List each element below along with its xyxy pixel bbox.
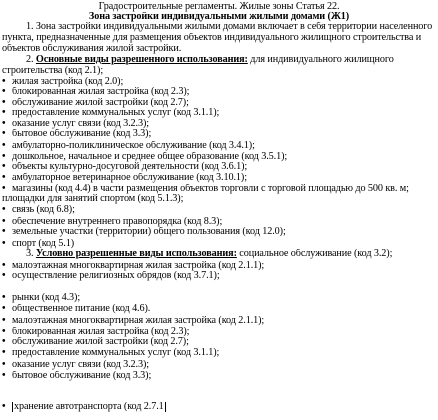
bullet-icon: •: [2, 108, 6, 118]
list-item-text: хранение автотранспорта (код 2.7.1: [14, 402, 164, 412]
list-item-text: осуществление религиозных обрядов (код 3.7.1);: [12, 271, 220, 281]
intro-line-3: объектов обслуживания жилой застройки.: [2, 44, 182, 54]
list-item: [2, 119, 436, 129]
bullet-icon: •: [2, 293, 6, 303]
bullet-icon: •: [2, 162, 6, 172]
list-item-text: объекты культурно-досуговой деятельности (код 3.6.1);: [12, 162, 248, 172]
list-item-text: обслуживание жилой застройки (код 2.7);: [12, 337, 189, 347]
bullet-icon: •: [2, 304, 6, 314]
bullet-icon: •: [2, 239, 6, 249]
list-item-text: земельные участки (территории) общего пользования (код 12.0);: [12, 227, 286, 237]
section3-number: 3.: [26, 249, 34, 259]
list-item: [2, 371, 436, 381]
bullet-icon: •: [2, 205, 6, 215]
list-item: [2, 360, 436, 370]
list-item-text: оказание услуг связи (код 3.2.3);: [12, 119, 150, 129]
section2-text: для индивидуального жилищного: [247, 55, 394, 65]
bullet-icon: •: [2, 129, 6, 139]
list-item-text: малоэтажная многоквартирная жилая застройка (код 2.1.1);: [12, 261, 265, 271]
bullet-icon: •: [2, 360, 6, 370]
bullet-icon: •: [2, 402, 6, 412]
bullet-icon: •: [2, 337, 6, 347]
list-item-text: блокированная жилая застройка (код 2.3);: [12, 327, 190, 337]
section2-cont: строительства (код 2.1);: [2, 66, 104, 76]
list-item-text: спорт (код 5.1): [12, 239, 75, 249]
list-item-text: магазины (код 4.4) в части размещения объектов торговли с торговой площадью до 500 кв. м;: [12, 184, 409, 194]
list-item-text: связь (код 6.8);: [12, 205, 75, 215]
list-item: [2, 87, 436, 97]
bullet-icon: •: [2, 141, 6, 151]
bullet-icon: •: [2, 87, 6, 97]
bullet-icon: •: [2, 119, 6, 129]
section2-heading: [2, 55, 436, 65]
list-item-text: обеспечение внутреннего правопорядка (код 8.3);: [12, 217, 223, 227]
list-item: [2, 402, 436, 412]
list-item: [2, 239, 436, 249]
list-item: [2, 108, 436, 118]
bullet-icon: •: [2, 184, 6, 194]
list-item-text: малоэтажная многоквартирная жилая застройка (код 2.1.1);: [12, 316, 265, 326]
bullet-icon: •: [2, 271, 6, 281]
zone-heading: Зона застройки индивидуальными жилыми домами (Ж1): [88, 12, 350, 22]
list-item: [2, 129, 436, 139]
bullet-icon: •: [2, 371, 6, 381]
list-item: [2, 77, 436, 87]
bullet-icon: •: [2, 173, 6, 183]
section3-title: Условно разрешенные виды использования:: [35, 249, 237, 259]
list-item: [2, 227, 436, 237]
bullet-icon: •: [2, 98, 6, 108]
list-item-text: блокированная жилая застройка (код 2.3);: [12, 87, 190, 97]
list-item: [2, 293, 436, 303]
bullet-icon: •: [2, 327, 6, 337]
list-item: [2, 184, 436, 194]
list-item: [2, 261, 436, 271]
list-item-text: предоставление коммунальных услуг (код 3.1.1);: [12, 108, 220, 118]
list-item: [2, 348, 436, 358]
list-item: [2, 316, 436, 326]
list-item-text: рынки (код 4.3);: [12, 293, 81, 303]
list-item: [2, 173, 436, 183]
list-item: [2, 337, 436, 347]
list-item: [2, 327, 436, 337]
bullet-icon: •: [2, 227, 6, 237]
list-item-text: амбулаторно-поликлиническое обслуживание (код 3.4.1);: [12, 141, 255, 151]
bullet-icon: •: [2, 217, 6, 227]
intro-line-1: 1. Зона застройки индивидуальными жилыми домами включает в себя территории населенного: [26, 22, 433, 32]
list-item-text: предоставление коммунальных услуг (код 3.1.1);: [12, 348, 220, 358]
bullet-icon: •: [2, 152, 6, 162]
section3-text: социальное обслуживание (код 3.2);: [236, 249, 393, 259]
document-title: Градостроительные регламенты. Жилые зоны Статья 22.: [98, 2, 340, 12]
list-item-text: бытовое обслуживание (код 3.3);: [12, 129, 152, 139]
list-item-text: обслуживание жилой застройки (код 2.7);: [12, 98, 189, 108]
list-item: [2, 152, 436, 162]
section3-heading: [2, 249, 436, 259]
list-item: [2, 205, 436, 215]
list-item-text: оказание услуг связи (код 3.2.3);: [12, 360, 150, 370]
bullet-icon: •: [2, 77, 6, 87]
list-item-text: амбулаторное ветеринарное обслуживание (код 3.10.1);: [12, 173, 247, 183]
list-item-text: дошкольное, начальное и среднее общее образование (код 3.5.1);: [12, 152, 288, 162]
list-item: [2, 271, 436, 281]
section2-number: 2.: [26, 55, 34, 65]
section2-title: Основные виды разрешенного использования:: [35, 55, 248, 65]
bullet-icon: •: [2, 348, 6, 358]
list-item: [2, 304, 436, 314]
list-item-text: общественное питание (код 4.6).: [12, 304, 151, 314]
list-item: [2, 217, 436, 227]
list-item: [2, 98, 436, 108]
list-item-cont: площадки для занятий спортом (код 5.1.3);: [2, 194, 184, 204]
bullet-icon: •: [2, 261, 6, 271]
list-item-text: жилая застройка (код 2.0);: [12, 77, 124, 87]
list-item: [2, 141, 436, 151]
list-item-text: бытовое обслуживание (код 3.3);: [12, 371, 152, 381]
intro-line-2: пункта, предназначенные для размещения объектов индивидуального жилищного строительства и: [2, 33, 422, 43]
list-item: [2, 162, 436, 172]
bullet-icon: •: [2, 316, 6, 326]
